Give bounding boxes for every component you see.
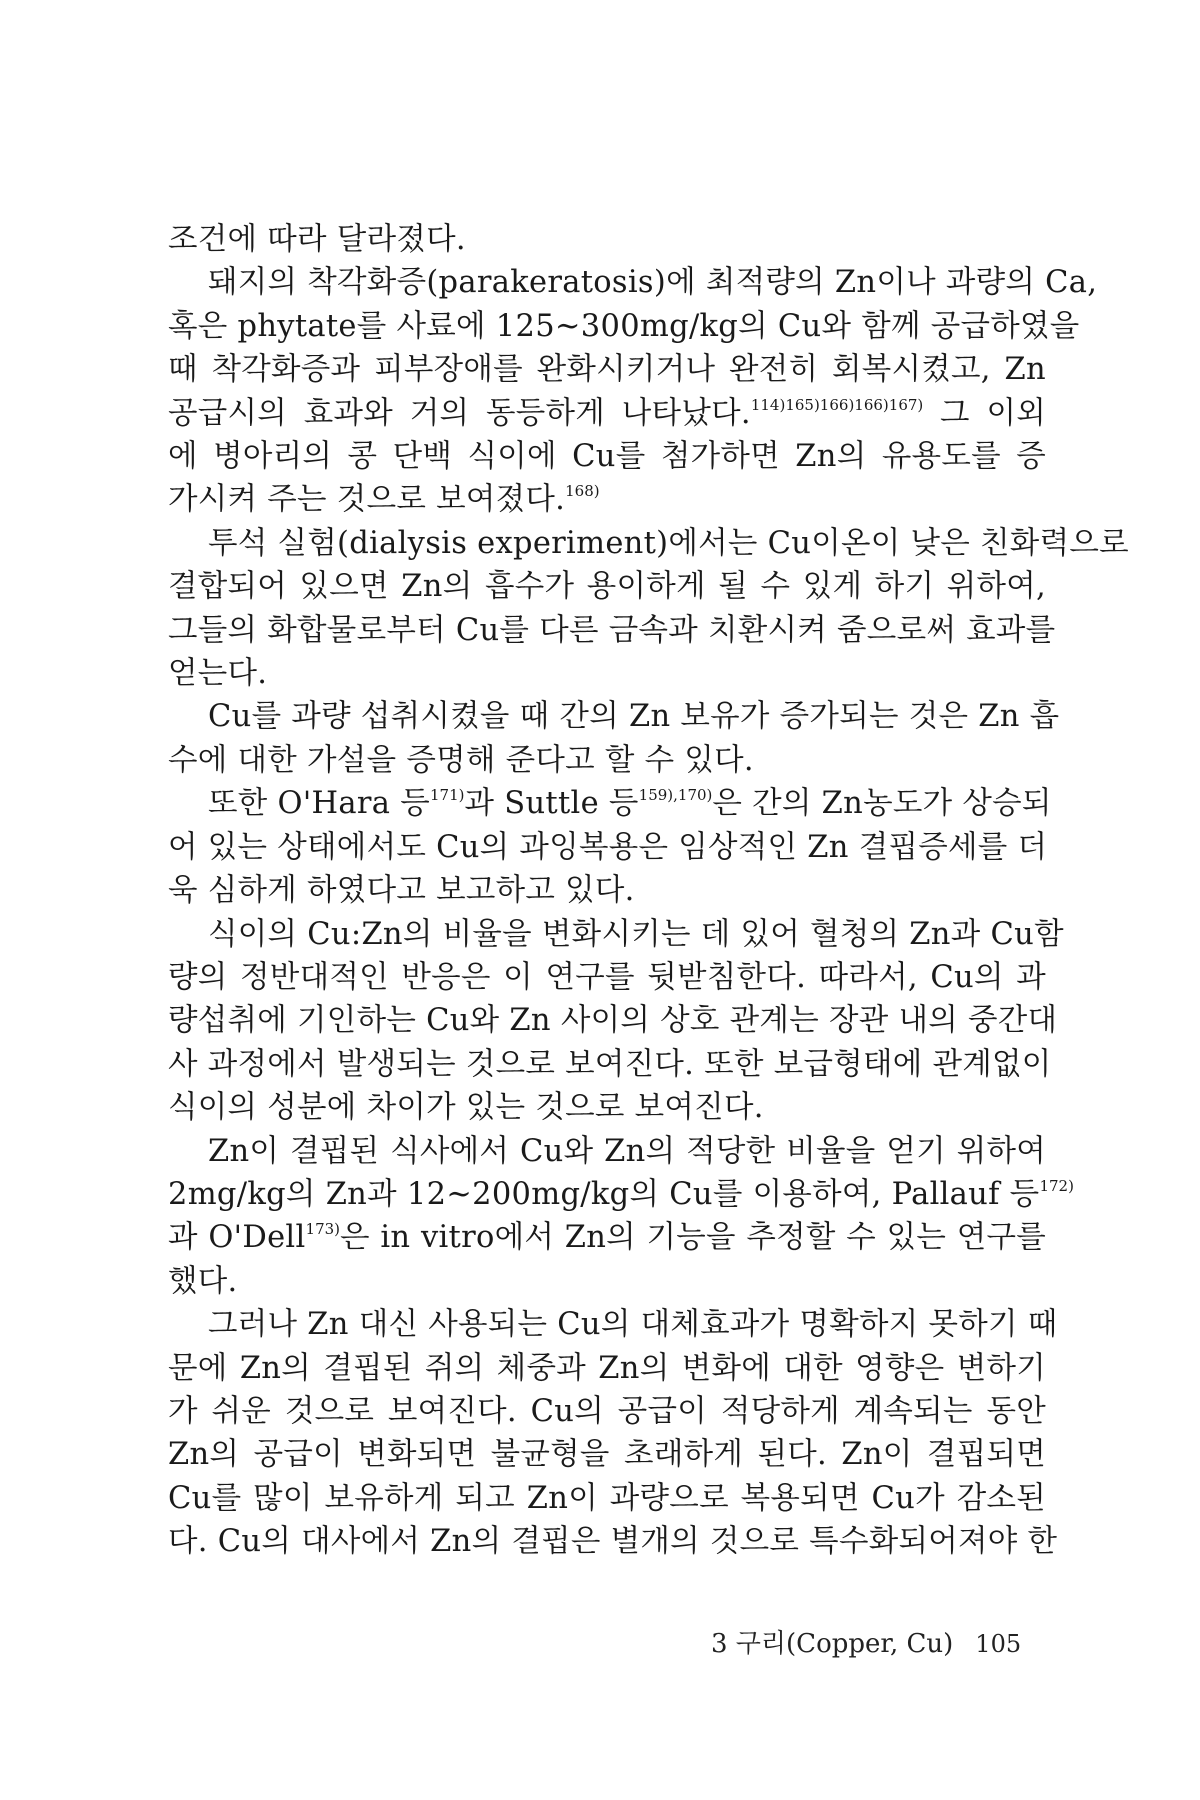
text-line xyxy=(168,1390,1046,1433)
text-segment: 가시켜 주는 것으로 보여졌다. xyxy=(168,482,566,518)
text-line xyxy=(168,913,1064,956)
text-segment: 에 병아리의 콩 단백 식이에 Cu를 첨가하면 Zn의 유용도를 증 xyxy=(168,439,1046,475)
text-line xyxy=(168,392,1046,435)
text-line xyxy=(168,609,1056,652)
text-segment: 은 in vitro에서 Zn의 기능을 추정할 수 있는 연구를 xyxy=(340,1220,1046,1256)
text-segment: 수에 대한 가설을 증명해 준다고 할 수 있다. xyxy=(168,742,754,778)
text-line xyxy=(168,782,1052,825)
paragraph xyxy=(168,1303,1058,1563)
paragraph xyxy=(168,913,1064,1130)
text-segment: Cu를 과량 섭취시켰을 때 간의 Zn 보유가 증가되는 것은 Zn 흡 xyxy=(208,699,1060,735)
citation-superscript: 173) xyxy=(305,1220,341,1239)
text-segment: 또한 O'Hara 등 xyxy=(208,786,431,822)
text-segment: 어 있는 상태에서도 Cu의 과잉복용은 임상적인 Zn 결핍증세를 더 xyxy=(168,829,1048,865)
text-line xyxy=(168,1043,1052,1086)
text-segment: 그들의 화합물로부터 Cu를 다른 금속과 치환시켜 줌으로써 효과를 xyxy=(168,612,1056,648)
text-line xyxy=(168,956,1046,999)
text-segment: 공급시의 효과와 거의 동등하게 나타났다. xyxy=(168,395,751,431)
paragraph xyxy=(168,695,1060,782)
text-line xyxy=(168,1216,1046,1259)
text-segment: Zn의 공급이 변화되면 불균형을 초래하게 된다. Zn이 결핍되면 xyxy=(168,1437,1046,1473)
text-segment: 사 과정에서 발생되는 것으로 보여진다. 또한 보급형태에 관계없이 xyxy=(168,1046,1052,1082)
text-line xyxy=(168,1173,1074,1216)
text-line xyxy=(168,348,1046,391)
text-segment: 때 착각화증과 피부장애를 완화시키거나 완전히 회복시켰고, Zn xyxy=(168,352,1046,388)
text-segment: 그 이외 xyxy=(923,395,1046,431)
text-line xyxy=(168,1260,1046,1303)
text-line xyxy=(168,999,1058,1042)
body-text xyxy=(168,218,1129,1564)
text-segment: 투석 실험(dialysis experiment)에서는 Cu이온이 낮은 친화력으로 xyxy=(208,525,1129,561)
text-segment: Cu를 많이 보유하게 되고 Zn이 과량으로 복용되면 Cu가 감소된 xyxy=(168,1480,1046,1516)
text-segment: 2mg/kg의 Zn과 12~200mg/kg의 Cu를 이용하여, Pallauf 등 xyxy=(168,1176,1040,1212)
text-line xyxy=(168,1520,1058,1563)
paragraph xyxy=(168,522,1129,696)
text-line xyxy=(168,565,1046,608)
citation-superscript: 171) xyxy=(430,786,465,805)
citation-superscript: 114)165)166)166)167) xyxy=(750,395,924,414)
page-number: 105 xyxy=(975,1630,1022,1658)
text-line xyxy=(168,1303,1058,1346)
text-line xyxy=(168,522,1129,565)
text-segment: 가 쉬운 것으로 보여진다. Cu의 공급이 적당하게 계속되는 동안 xyxy=(168,1393,1046,1429)
text-segment: 결합되어 있으면 Zn의 흡수가 용이하게 될 수 있게 하기 위하여, xyxy=(168,569,1046,605)
citation-superscript: 172) xyxy=(1039,1176,1074,1195)
text-segment: Zn이 결핍된 식사에서 Cu와 Zn의 적당한 비율을 얻기 위하여 xyxy=(208,1133,1046,1169)
text-line xyxy=(168,1433,1046,1476)
text-line xyxy=(168,1347,1046,1390)
text-segment: 량섭취에 기인하는 Cu와 Zn 사이의 상호 관계는 장관 내의 중간대 xyxy=(168,1003,1058,1039)
text-segment: 량의 정반대적인 반응은 이 연구를 뒷받침한다. 따라서, Cu의 과 xyxy=(168,959,1046,995)
text-segment: 과 O'Dell xyxy=(168,1220,306,1256)
text-line xyxy=(168,739,1046,782)
text-line xyxy=(168,1130,1046,1173)
text-segment: 얻는다. xyxy=(168,656,268,692)
paragraph xyxy=(168,261,1098,521)
paragraph xyxy=(168,782,1052,912)
text-segment: 식이의 성분에 차이가 있는 것으로 보여진다. xyxy=(168,1090,764,1126)
text-segment: 했다. xyxy=(168,1263,238,1299)
text-line xyxy=(168,218,1046,261)
paragraph xyxy=(168,218,1046,261)
text-line xyxy=(168,1477,1046,1520)
text-segment: 조건에 따라 달라졌다. xyxy=(168,222,466,257)
text-segment: 과 Suttle 등 xyxy=(464,786,639,822)
text-line xyxy=(168,1086,1046,1129)
text-line xyxy=(168,826,1046,869)
text-segment: 혹은 phytate를 사료에 125~300mg/kg의 Cu와 함께 공급하였을 xyxy=(168,308,1080,344)
text-line xyxy=(168,695,1060,738)
text-segment: 식이의 Cu:Zn의 비율을 변화시키는 데 있어 혈청의 Zn과 Cu함 xyxy=(208,916,1064,952)
text-segment: 문에 Zn의 결핍된 쥐의 체중과 Zn의 변화에 대한 영향은 변하기 xyxy=(168,1350,1046,1386)
text-segment: 은 간의 Zn농도가 상승되 xyxy=(712,786,1052,822)
text-line xyxy=(168,652,1046,695)
citation-superscript: 159),170) xyxy=(638,786,713,805)
text-line xyxy=(168,478,1046,521)
paragraph xyxy=(168,1130,1074,1304)
text-line xyxy=(168,869,1046,912)
text-segment: 다. Cu의 대사에서 Zn의 결핍은 별개의 것으로 특수화되어져야 한 xyxy=(168,1524,1058,1560)
text-line xyxy=(168,435,1046,478)
citation-superscript: 168) xyxy=(565,482,600,501)
text-segment: 돼지의 착각화증(parakeratosis)에 최적량의 Zn이나 과량의 Ca, xyxy=(208,265,1098,301)
text-line xyxy=(168,305,1080,348)
running-footer xyxy=(711,1623,1046,1660)
text-line xyxy=(168,261,1098,304)
chapter-title: 3 구리(Copper, Cu) xyxy=(711,1629,954,1659)
text-segment: 욱 심하게 하였다고 보고하고 있다. xyxy=(168,873,635,909)
text-segment: 그러나 Zn 대신 사용되는 Cu의 대체효과가 명확하지 못하기 때 xyxy=(208,1307,1058,1343)
